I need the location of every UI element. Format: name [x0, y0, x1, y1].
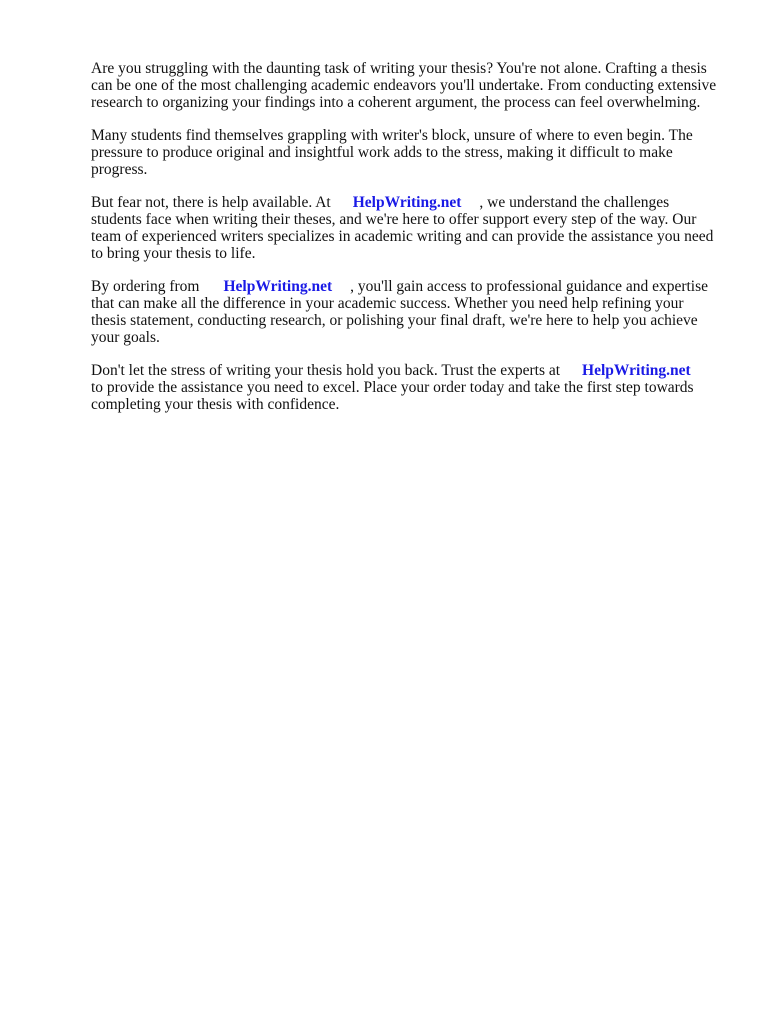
paragraph-closing — [91, 362, 731, 413]
text-line — [91, 362, 731, 379]
text-line: your goals. — [91, 329, 160, 346]
text-line: research to organizing your findings into a coherent argument, the process can feel overwhelming. — [91, 94, 701, 111]
text-line: thesis statement, conducting research, or polishing your final draft, we're here to help you achieve — [91, 312, 698, 329]
helpwriting-link[interactable]: HelpWriting.net — [582, 362, 691, 379]
paragraph-struggles — [91, 127, 731, 178]
text-line: that can make all the difference in your academic success. Whether you need help refining your — [91, 295, 684, 312]
helpwriting-link[interactable]: HelpWriting.net — [352, 194, 462, 211]
text-line: to provide the assistance you need to excel. Place your order today and take the first step towards — [91, 379, 694, 396]
text-fragment: , you'll gain access to professional guidance and expertise — [350, 278, 709, 295]
text-line: students face when writing their theses, and we're here to offer support every step of the way. Our — [91, 211, 697, 228]
text-line: Many students find themselves grappling with writer's block, unsure of where to even begin. The — [91, 127, 693, 144]
text-fragment: , we understand the challenges — [479, 194, 670, 211]
text-line: can be one of the most challenging academic endeavors you'll undertake. From conducting extensive — [91, 77, 717, 94]
paragraph-ordering — [91, 278, 731, 346]
text-line: to bring your thesis to life. — [91, 245, 256, 262]
text-line: pressure to produce original and insightful work adds to the stress, making it difficult to make — [91, 144, 673, 161]
text-line — [91, 194, 731, 211]
paragraph-intro — [91, 60, 731, 111]
text-fragment: Don't let the stress of writing your thesis hold you back. Trust the experts at — [91, 362, 561, 379]
helpwriting-link[interactable]: HelpWriting.net — [223, 278, 333, 295]
text-line: Are you struggling with the daunting task of writing your thesis? You're not alone. Crafting a thesis — [91, 60, 707, 77]
text-line: team of experienced writers specializes in academic writing and can provide the assistance you need — [91, 228, 714, 245]
paragraph-help — [91, 194, 731, 262]
text-fragment: But fear not, there is help available. At — [91, 194, 331, 211]
text-line: progress. — [91, 161, 148, 178]
text-line: completing your thesis with confidence. — [91, 396, 340, 413]
document-body — [91, 60, 731, 429]
text-line — [91, 278, 731, 295]
text-fragment: By ordering from — [91, 278, 200, 295]
